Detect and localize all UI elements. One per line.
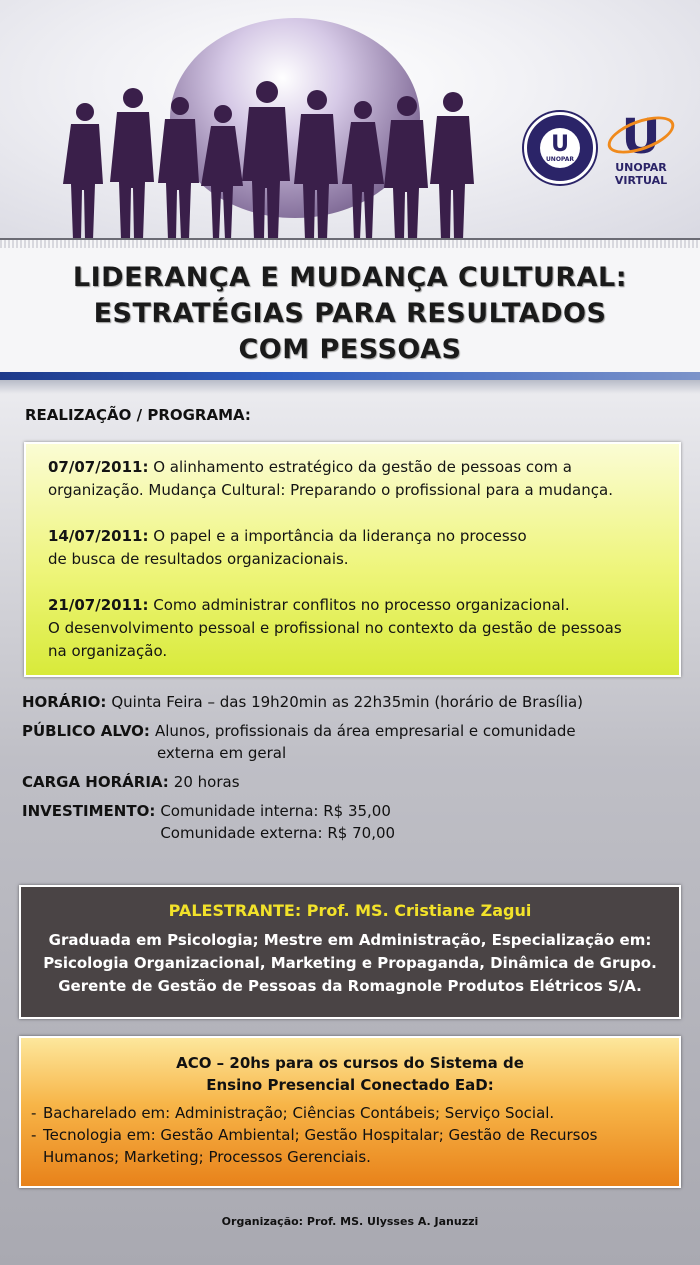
unopar-seal-logo — [524, 112, 596, 184]
program-text: Como administrar conflitos no processo organizacional. — [153, 596, 570, 614]
aco-box — [19, 1036, 681, 1188]
organizer-footer: Organização: Prof. MS. Ulysses A. Januzzi — [221, 1215, 479, 1228]
program-text: organização. Mudança Cultural: Preparando o profissional para a mudança. — [48, 481, 613, 499]
carga-value: 20 horas — [173, 773, 240, 791]
publico-key: PÚBLICO ALVO: — [22, 722, 150, 740]
program-item — [48, 456, 679, 502]
program-box — [24, 442, 681, 677]
title-line-1: LIDERANÇA E MUDANÇA CULTURAL: — [72, 262, 628, 293]
publico-row — [22, 720, 692, 764]
investimento-key: INVESTIMENTO: — [22, 802, 156, 820]
event-info — [22, 691, 692, 851]
speaker-title: PALESTRANTE: Prof. MS. Cristiane Zagui — [168, 901, 532, 920]
horario-value: Quinta Feira – das 19h20min as 22h35min (horário de Brasília) — [111, 693, 584, 711]
program-text: O papel e a importância da liderança no processo — [153, 527, 527, 545]
logos-area — [524, 109, 672, 187]
seal-small-text: UNOPAR — [545, 155, 575, 163]
program-text: de busca de resultados organizacionais. — [48, 550, 349, 568]
aco-item-2-line-1: Tecnologia em: Gestão Ambiental; Gestão Hospitalar; Gestão de Recursos — [43, 1126, 598, 1144]
virtual-letter: U — [621, 109, 661, 165]
carga-key: CARGA HORÁRIA: — [22, 773, 169, 791]
virtual-line2: VIRTUAL — [614, 173, 668, 187]
unopar-virtual-logo — [610, 109, 672, 187]
aco-heading — [21, 1052, 679, 1096]
program-item — [48, 594, 679, 663]
header-banner — [0, 0, 700, 238]
program-text: O desenvolvimento pessoal e profissional no contexto da gestão de pessoas — [48, 619, 622, 637]
aco-course-list — [21, 1102, 679, 1168]
virtual-line1: UNOPAR — [615, 161, 667, 174]
list-dash: - — [31, 1126, 37, 1144]
aco-item-2 — [43, 1124, 597, 1168]
program-date: 07/07/2011: — [48, 458, 149, 476]
carga-row — [22, 771, 692, 793]
horario-key: HORÁRIO: — [22, 693, 107, 711]
program-item — [48, 525, 679, 571]
speaker-line-1: Graduada em Psicologia; Mestre em Administração, Especialização em: — [48, 931, 652, 949]
aco-heading-line-1: ACO – 20hs para os cursos do Sistema de — [176, 1054, 524, 1072]
page-title — [0, 260, 700, 368]
program-label: REALIZAÇÃO / PROGRAMA: — [25, 406, 251, 424]
list-dash: - — [31, 1104, 37, 1122]
investimento-value — [160, 800, 395, 844]
aco-item-2-line-2: Humanos; Marketing; Processos Gerenciais. — [43, 1148, 371, 1166]
program-date: 14/07/2011: — [48, 527, 149, 545]
aco-heading-line-2: Ensino Presencial Conectado EaD: — [206, 1076, 494, 1094]
program-text: O alinhamento estratégico da gestão de pessoas com a — [153, 458, 572, 476]
list-item — [31, 1102, 679, 1124]
program-date: 21/07/2011: — [48, 596, 149, 614]
title-line-3: COM PESSOAS — [238, 334, 462, 365]
list-item — [31, 1124, 679, 1168]
title-band — [0, 238, 700, 372]
decorative-lines — [0, 240, 700, 248]
speaker-line-2: Psicologia Organizacional, Marketing e Propaganda, Dinâmica de Grupo. — [43, 954, 657, 972]
speaker-description — [21, 929, 679, 998]
publico-value — [155, 720, 576, 764]
speaker-box — [19, 885, 681, 1019]
publico-line-1: Alunos, profissionais da área empresarial e comunidade — [154, 722, 576, 740]
program-text: na organização. — [48, 642, 168, 660]
investimento-line-2: Comunidade externa: R$ 70,00 — [160, 824, 396, 842]
business-people-silhouettes — [55, 40, 495, 238]
horario-row — [22, 691, 692, 713]
publico-line-2: externa em geral — [156, 744, 287, 762]
investimento-row — [22, 800, 692, 844]
aco-item-1: Bacharelado em: Administração; Ciências Contábeis; Serviço Social. — [43, 1104, 555, 1122]
investimento-line-1: Comunidade interna: R$ 35,00 — [160, 802, 391, 820]
speaker-line-3: Gerente de Gestão de Pessoas da Romagnole Produtos Elétricos S/A. — [58, 977, 642, 995]
blue-divider — [0, 372, 700, 380]
title-line-2: ESTRATÉGIAS PARA RESULTADOS — [93, 298, 607, 329]
seal-letter: U — [551, 131, 569, 157]
